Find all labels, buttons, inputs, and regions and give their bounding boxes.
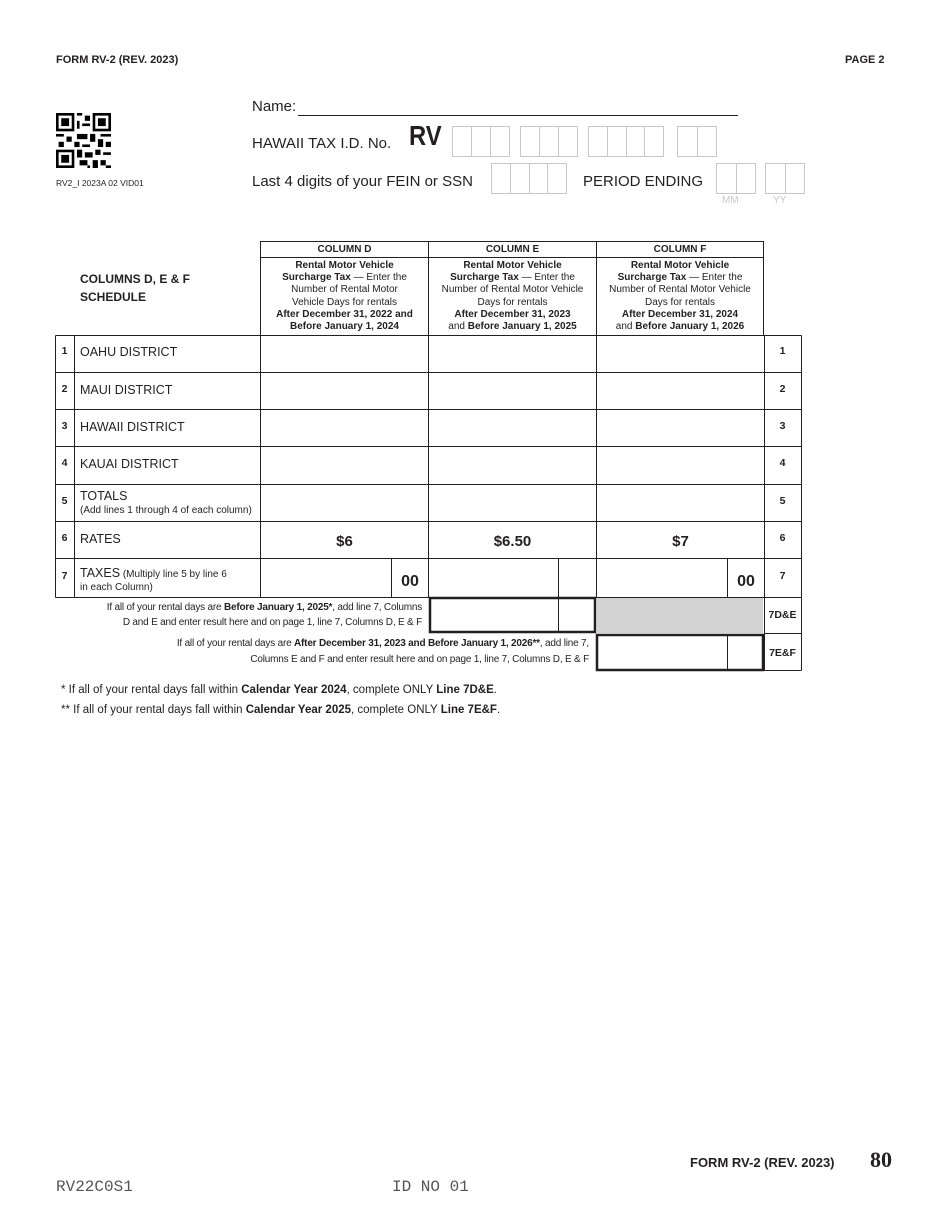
fein-label: Last 4 digits of your FEIN or SSN bbox=[252, 173, 473, 190]
row-2-col-f-input[interactable] bbox=[597, 373, 764, 409]
line-7ef-tag: 7E&F bbox=[769, 647, 796, 659]
rate-col-e: $6.50 bbox=[493, 533, 532, 550]
name-label: Name: bbox=[252, 98, 297, 115]
rate-col-f: $7 bbox=[672, 533, 689, 550]
row-1-col-f-input[interactable] bbox=[597, 336, 764, 372]
line-7de-instructions: If all of your rental days are Before January 1, 2025*, add line 7, Columns D and E and enter result here and on page 1, line 7, Columns D, E & F bbox=[106, 602, 422, 628]
row-7-sublabel: in each Column) bbox=[80, 582, 153, 593]
row-1-tag: 1 bbox=[779, 345, 786, 357]
row-4-num: 4 bbox=[61, 457, 68, 469]
column-f-header: COLUMN F Rental Motor Vehicle Surcharge Tax — Enter the Number of Rental Motor Vehicle Days for rentals After December 31, 2024 and Before January 1, 2026 bbox=[596, 241, 764, 336]
row-4-col-e-input[interactable] bbox=[429, 447, 596, 484]
row-7-tag: 7 bbox=[779, 570, 786, 582]
row-5-col-d-input[interactable] bbox=[261, 485, 428, 521]
note-2: ** If all of your rental days fall within Calendar Year 2025, complete ONLY Line 7E&F. bbox=[61, 704, 501, 716]
row-2-label: MAUI DISTRICT bbox=[80, 383, 173, 397]
rate-col-d: $6 bbox=[336, 533, 353, 550]
line-7ef-amount-input[interactable] bbox=[599, 637, 726, 668]
row-3-col-f-input[interactable] bbox=[597, 410, 764, 446]
row-3-tag: 3 bbox=[779, 420, 786, 432]
row-5-label: TOTALS bbox=[80, 489, 128, 503]
row-3-col-e-input[interactable] bbox=[429, 410, 596, 446]
row-4-tag: 4 bbox=[779, 457, 786, 469]
row-7-col-e-input[interactable] bbox=[429, 559, 558, 597]
row-1-num: 1 bbox=[61, 345, 68, 357]
row-2-tag: 2 bbox=[779, 383, 786, 395]
form-title: FORM RV-2 (REV. 2023) bbox=[56, 54, 179, 66]
row-4-col-f-input[interactable] bbox=[597, 447, 764, 484]
row-7-col-e-cents-input[interactable] bbox=[559, 559, 596, 597]
row-7-col-f-input[interactable] bbox=[597, 559, 727, 597]
line-7ef-cents-input[interactable] bbox=[729, 637, 762, 668]
row-3-num: 3 bbox=[61, 420, 68, 432]
row-5-sublabel: (Add lines 1 through 4 of each column) bbox=[80, 505, 252, 516]
row-4-label: KAUAI DISTRICT bbox=[80, 457, 179, 471]
row-2-col-d-input[interactable] bbox=[261, 373, 428, 409]
row-6-label: RATES bbox=[80, 532, 121, 546]
row-7-col-f-cents: 00 bbox=[737, 573, 755, 590]
page-number: PAGE 2 bbox=[845, 54, 885, 66]
taxid-prefix: RV bbox=[409, 120, 442, 151]
row-6-tag: 6 bbox=[779, 532, 786, 544]
row-5-tag: 5 bbox=[779, 495, 786, 507]
line-7de-tag: 7D&E bbox=[768, 609, 797, 621]
scan-line-id: ID NO 01 bbox=[392, 1178, 469, 1196]
row-1-col-d-input[interactable] bbox=[261, 336, 428, 372]
row-7-col-d-input[interactable] bbox=[261, 559, 391, 597]
row-5-num: 5 bbox=[61, 495, 68, 507]
row-4-col-d-input[interactable] bbox=[261, 447, 428, 484]
note-1: * If all of your rental days fall within Calendar Year 2024, complete ONLY Line 7D&E. bbox=[61, 684, 497, 696]
qr-caption: RV2_I 2023A 02 VID01 bbox=[56, 178, 144, 188]
yy-label: YY bbox=[773, 195, 787, 206]
line-7de-cents-input[interactable] bbox=[560, 600, 594, 630]
footer-code: 80 bbox=[870, 1147, 892, 1172]
row-5-col-e-input[interactable] bbox=[429, 485, 596, 521]
column-d-header: COLUMN D Rental Motor Vehicle Surcharge Tax — Enter the Number of Rental Motor Vehicle Days for rentals After December 31, 2022 and Before January 1, 2024 bbox=[260, 241, 429, 336]
period-label: PERIOD ENDING bbox=[583, 173, 704, 190]
row-3-label: HAWAII DISTRICT bbox=[80, 420, 185, 434]
row-7-num: 7 bbox=[61, 570, 68, 582]
row-3-col-d-input[interactable] bbox=[261, 410, 428, 446]
line-7ef-instructions: If all of your rental days are After December 31, 2023 and Before January 1, 2026**, add line 7, Columns E and F and enter result here and on page 1, line 7, Columns D, E & F bbox=[176, 638, 589, 665]
column-e-header: COLUMN E Rental Motor Vehicle Surcharge Tax — Enter the Number of Rental Motor Vehicle Days for rentals After December 31, 2023 and Before January 1, 2025 bbox=[428, 241, 597, 336]
row-7-col-d-cents: 00 bbox=[401, 573, 419, 590]
row-7-label: TAXES (Multiply line 5 by line 6 bbox=[80, 566, 227, 580]
row-1-col-e-input[interactable] bbox=[429, 336, 596, 372]
row-2-num: 2 bbox=[61, 383, 68, 395]
taxid-label: HAWAII TAX I.D. No. bbox=[252, 135, 392, 152]
line-7de-amount-input[interactable] bbox=[432, 600, 557, 630]
row-5-col-f-input[interactable] bbox=[597, 485, 764, 521]
footer-form-title: FORM RV-2 (REV. 2023) bbox=[690, 1155, 835, 1170]
mm-label: MM bbox=[722, 195, 739, 206]
row-1-label: OAHU DISTRICT bbox=[80, 345, 178, 359]
scan-line-left: RV22C0S1 bbox=[56, 1178, 133, 1196]
row-2-col-e-input[interactable] bbox=[429, 373, 596, 409]
schedule-title: COLUMNS D, E & F SCHEDULE bbox=[80, 272, 190, 304]
row-6-num: 6 bbox=[61, 532, 68, 544]
